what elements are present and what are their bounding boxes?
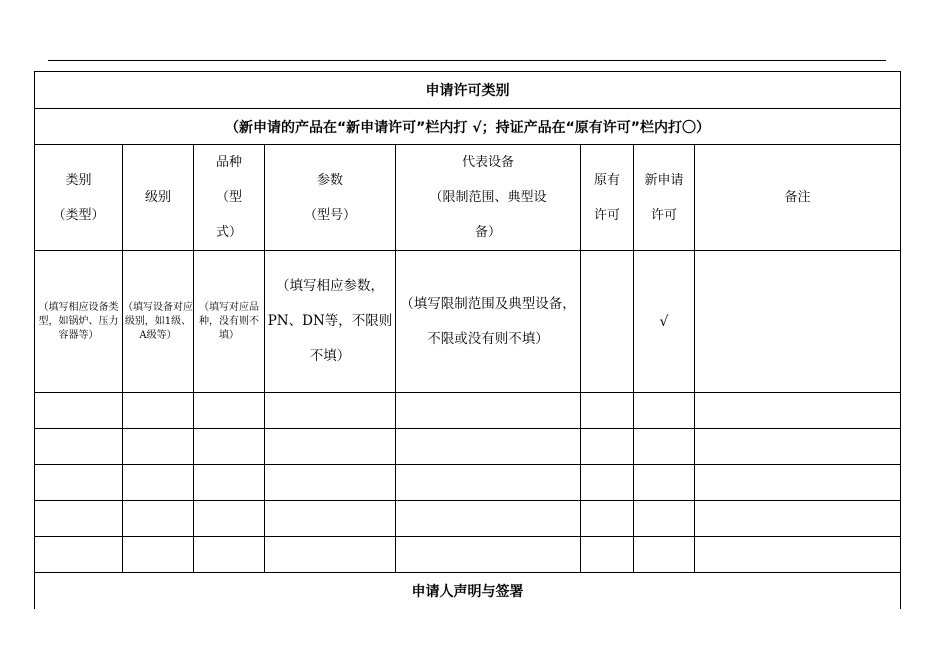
col-header-parameter: 参数 （型号）	[265, 145, 396, 251]
blank-cell[interactable]	[123, 537, 194, 573]
col-header-new-permit: 新申请 许可	[634, 145, 695, 251]
example-remark[interactable]	[695, 251, 901, 393]
col-header-equipment: 代表设备 （限制范围、典型设 备）	[396, 145, 581, 251]
column-header-row	[35, 145, 901, 251]
permit-category-table	[34, 71, 901, 609]
blank-cell[interactable]	[35, 537, 123, 573]
instruction-text: （新申请的产品在“新申请许可”栏内打 √；持证产品在“原有许可”栏内打〇）	[35, 109, 901, 145]
blank-cell[interactable]	[581, 537, 634, 573]
table-row	[35, 537, 901, 573]
table-row	[35, 501, 901, 537]
blank-cell[interactable]	[194, 501, 265, 537]
blank-cell[interactable]	[396, 465, 581, 501]
blank-cell[interactable]	[123, 501, 194, 537]
col-header-variety: 品种 （型 式）	[194, 145, 265, 251]
blank-cell[interactable]	[194, 465, 265, 501]
blank-cell[interactable]	[265, 537, 396, 573]
example-level[interactable]: （填写设备对应级别，如1级、A级等）	[123, 251, 194, 393]
col-header-original-permit: 原有 许可	[581, 145, 634, 251]
blank-cell[interactable]	[396, 537, 581, 573]
blank-cell[interactable]	[265, 429, 396, 465]
blank-cell[interactable]	[35, 465, 123, 501]
blank-cell[interactable]	[581, 429, 634, 465]
blank-cell[interactable]	[396, 501, 581, 537]
blank-cell[interactable]	[634, 429, 695, 465]
blank-cell[interactable]	[265, 465, 396, 501]
blank-cell[interactable]	[35, 501, 123, 537]
blank-cell[interactable]	[581, 501, 634, 537]
blank-cell[interactable]	[634, 537, 695, 573]
table-row	[35, 465, 901, 501]
blank-cell[interactable]	[123, 429, 194, 465]
table-row	[35, 393, 901, 429]
blank-cell[interactable]	[695, 537, 901, 573]
blank-cell[interactable]	[194, 393, 265, 429]
example-equipment[interactable]: （填写限制范围及典型设备，不限或没有则不填）	[396, 251, 581, 393]
blank-cell[interactable]	[35, 429, 123, 465]
blank-cell[interactable]	[396, 429, 581, 465]
example-category[interactable]: （填写相应设备类型，如锅炉、压力容器等）	[35, 251, 123, 393]
example-variety[interactable]: （填写对应品种，没有则不填）	[194, 251, 265, 393]
blank-cell[interactable]	[396, 393, 581, 429]
blank-cell[interactable]	[265, 393, 396, 429]
blank-cell[interactable]	[634, 501, 695, 537]
table-row	[35, 429, 901, 465]
blank-cell[interactable]	[695, 393, 901, 429]
section-title: 申请许可类别	[35, 72, 901, 109]
example-row	[35, 251, 901, 393]
example-parameter[interactable]: （填写相应参数，PN、DN等，不限则不填）	[265, 251, 396, 393]
blank-cell[interactable]	[634, 393, 695, 429]
example-original-permit[interactable]	[581, 251, 634, 393]
blank-cell[interactable]	[695, 465, 901, 501]
blank-cell[interactable]	[123, 393, 194, 429]
col-header-remark: 备注	[695, 145, 901, 251]
blank-cell[interactable]	[581, 393, 634, 429]
blank-cell[interactable]	[634, 465, 695, 501]
blank-cell[interactable]	[265, 501, 396, 537]
new-permit-checkmark[interactable]: √	[634, 251, 695, 393]
blank-cell[interactable]	[123, 465, 194, 501]
blank-cell[interactable]	[581, 465, 634, 501]
blank-cell[interactable]	[695, 501, 901, 537]
col-header-level: 级别	[123, 145, 194, 251]
blank-cell[interactable]	[35, 393, 123, 429]
blank-cell[interactable]	[194, 537, 265, 573]
header-rule	[48, 60, 886, 61]
declaration-title: 申请人声明与签署	[35, 573, 901, 609]
blank-cell[interactable]	[194, 429, 265, 465]
blank-cell[interactable]	[695, 429, 901, 465]
col-header-category: 类别 （类型）	[35, 145, 123, 251]
